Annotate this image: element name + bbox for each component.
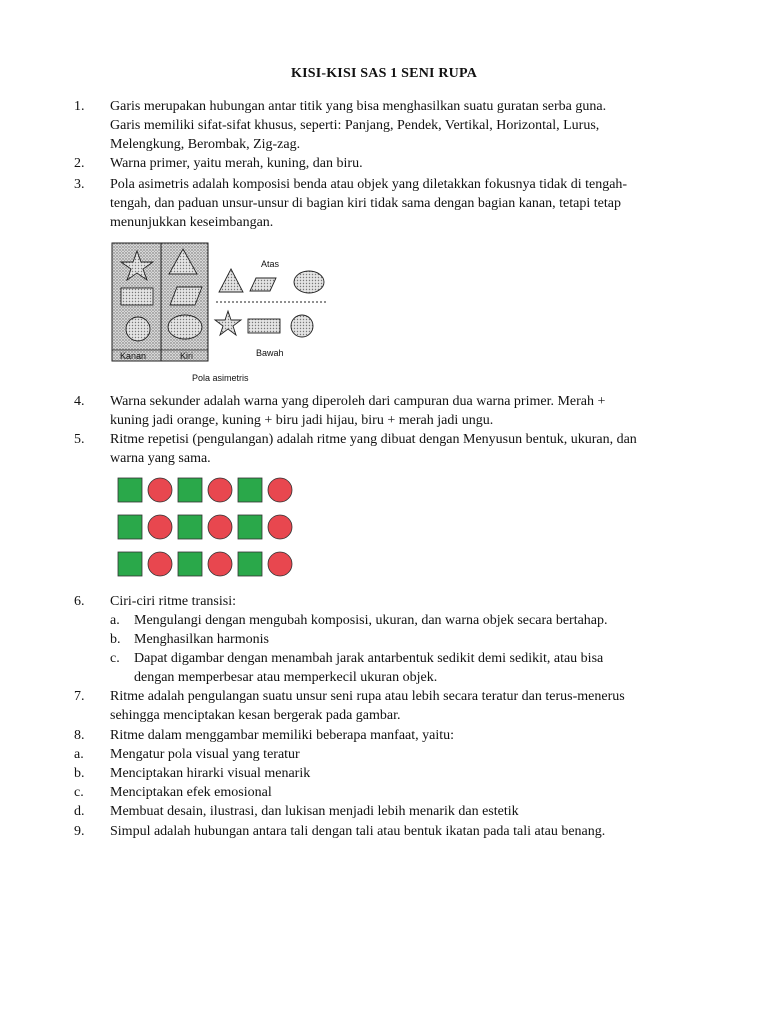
green-square: [238, 478, 262, 502]
repetition-rhythm-figure: [116, 472, 301, 582]
item-number: 4.: [74, 394, 85, 409]
item-line: sehingga menciptakan kesan bergerak pada gambar.: [110, 708, 401, 723]
item-number: 9.: [74, 824, 85, 839]
red-circle: [268, 552, 292, 576]
item-line: Ritme repetisi (pengulangan) adalah ritme yang dibuat dengan Menyusun bentuk, ukuran, dan: [110, 432, 637, 447]
circle-shape: [126, 317, 150, 341]
red-circle: [268, 515, 292, 539]
sub-item-text: dengan memperbesar atau memperkecil ukuran objek.: [134, 670, 438, 685]
triangle-shape: [219, 269, 243, 292]
parallelogram-shape: [250, 278, 276, 291]
item-line: Ritme adalah pengulangan suatu unsur seni rupa atau lebih secara teratur dan terus-menerus: [110, 689, 625, 704]
sub-item-letter: c.: [110, 651, 120, 666]
green-square: [178, 478, 202, 502]
item-text: [110, 430, 714, 468]
label-atas: Atas: [261, 259, 280, 269]
page-title: KISI-KISI SAS 1 SENI RUPA: [290, 66, 477, 81]
item-line: tengah, dan paduan unsur-unsur di bagian kiri tidak sama dengan bagian kanan, tetapi tetap: [110, 196, 621, 211]
sub-item-text: Mengatur pola visual yang teratur: [110, 747, 300, 762]
item-line: Ciri-ciri ritme transisi:: [110, 594, 236, 609]
rectangle-shape: [248, 319, 280, 333]
red-circle: [148, 552, 172, 576]
item-text: [110, 97, 714, 154]
item-number: 6.: [74, 594, 85, 609]
item-line: Warna sekunder adalah warna yang diperoleh dari campuran dua warna primer. Merah +: [110, 394, 606, 409]
circle-shape: [291, 315, 313, 337]
green-square: [178, 515, 202, 539]
item-number: 7.: [74, 689, 85, 704]
sub-item-letter: b.: [110, 632, 121, 647]
red-circle: [148, 515, 172, 539]
item-text: [110, 822, 714, 841]
item-number: 1.: [74, 99, 85, 114]
sub-item-text: Menciptakan hirarki visual menarik: [110, 766, 311, 781]
item-line: Melengkung, Berombak, Zig-zag.: [110, 137, 301, 152]
star-shape: [215, 311, 241, 335]
red-circle: [208, 552, 232, 576]
item-number: 2.: [74, 156, 85, 171]
sub-item-letter: a.: [74, 747, 84, 762]
green-square: [238, 552, 262, 576]
item-text: [110, 392, 714, 430]
item-line: Garis merupakan hubungan antar titik yang bisa menghasilkan suatu guratan serba guna.: [110, 99, 607, 114]
green-square: [238, 515, 262, 539]
sub-item-letter: b.: [74, 766, 85, 781]
rectangle-shape: [121, 288, 153, 305]
red-circle: [208, 478, 232, 502]
red-circle: [148, 478, 172, 502]
item-text: [110, 175, 714, 232]
red-circle: [268, 478, 292, 502]
green-square: [118, 552, 142, 576]
asymmetric-pattern-figure: [110, 240, 332, 385]
green-square: [178, 552, 202, 576]
sub-item-text: Membuat desain, ilustrasi, dan lukisan menjadi lebih menarik dan estetik: [110, 804, 519, 819]
sub-item-letter: d.: [74, 804, 85, 819]
red-circle: [208, 515, 232, 539]
green-square: [118, 478, 142, 502]
green-square: [118, 515, 142, 539]
item-number: 5.: [74, 432, 85, 447]
ellipse-shape: [294, 271, 324, 293]
item-number: 8.: [74, 728, 85, 743]
item-text: [110, 726, 714, 745]
label-kanan: Kanan: [120, 351, 147, 361]
item-line: menunjukkan keseimbangan.: [110, 215, 274, 230]
item-line: Warna primer, yaitu merah, kuning, dan biru.: [110, 156, 363, 171]
ellipse-shape: [168, 315, 202, 339]
item-line: Garis memiliki sifat-sifat khusus, seperti: Panjang, Pendek, Vertikal, Horizontal, Lurus,: [110, 118, 600, 133]
label-bawah: Bawah: [256, 348, 284, 358]
sub-item-letter: c.: [74, 785, 84, 800]
item-text: [110, 154, 714, 173]
sub-item-text: Menghasilkan harmonis: [134, 632, 269, 647]
item-line: Ritme dalam menggambar memiliki beberapa manfaat, yaitu:: [110, 728, 455, 743]
sub-item-letter: a.: [110, 613, 120, 628]
item-line: Simpul adalah hubungan antara tali dengan tali atau bentuk ikatan pada tali atau benang.: [110, 824, 606, 839]
item-line: kuning jadi orange, kuning + biru jadi hijau, biru + merah jadi ungu.: [110, 413, 494, 428]
sub-item-text: Dapat digambar dengan menambah jarak antarbentuk sedikit demi sedikit, atau bisa: [134, 651, 604, 666]
item-number: 3.: [74, 177, 85, 192]
label-kiri: Kiri: [180, 351, 193, 361]
sub-item-text: Menciptakan efek emosional: [110, 785, 272, 800]
item-text: [110, 592, 714, 611]
item-line: Pola asimetris adalah komposisi benda atau objek yang diletakkan fokusnya tidak di tengah-: [110, 177, 628, 192]
item-line: warna yang sama.: [110, 451, 211, 466]
item-text: [110, 687, 714, 725]
figure-caption: Pola asimetris: [192, 373, 249, 383]
sub-item-text: Mengulangi dengan mengubah komposisi, ukuran, dan warna objek secara bertahap.: [134, 613, 608, 628]
